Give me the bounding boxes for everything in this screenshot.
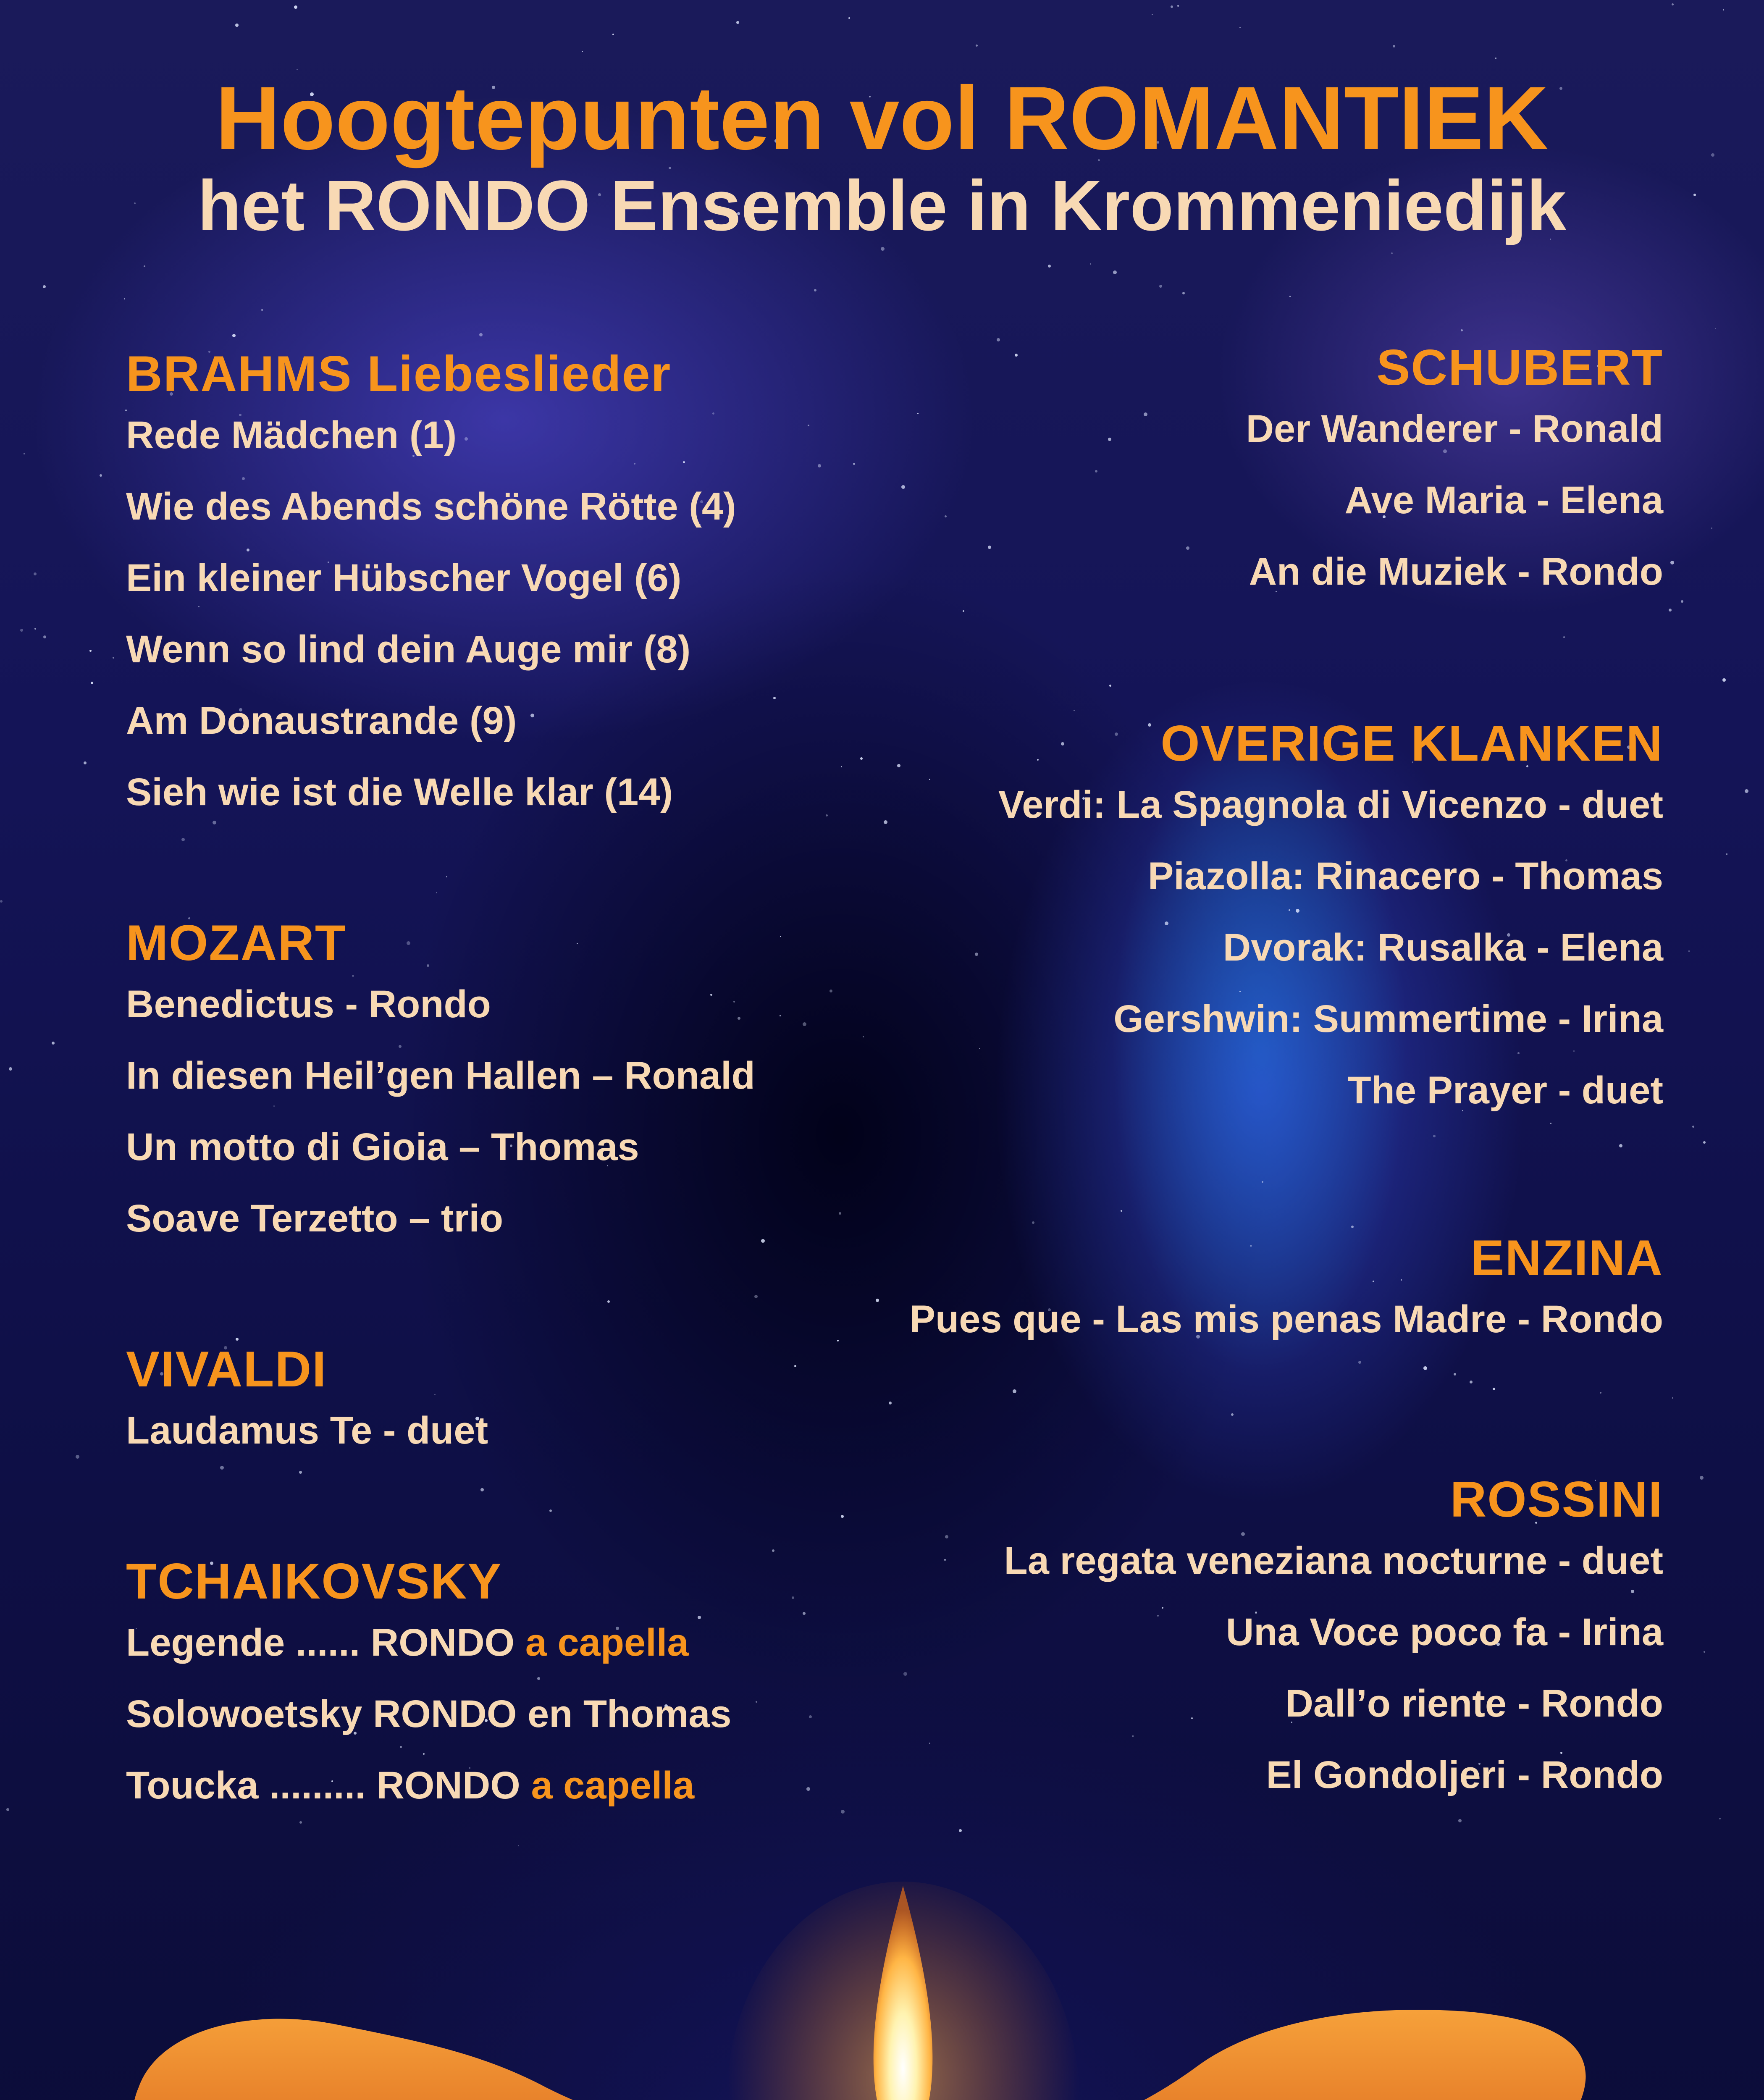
program-item: Ave Maria - Elena — [1344, 479, 1663, 522]
star — [518, 1845, 519, 1846]
program-item: Pues que - Las mis penas Madre - Rondo — [909, 1298, 1663, 1341]
star — [1700, 1476, 1704, 1480]
section-enzina — [697, 1230, 1663, 1371]
star — [24, 453, 25, 454]
program-item: Verdi: La Spagnola di Vicenzo - duet — [998, 783, 1663, 826]
star — [6, 1808, 9, 1811]
star — [84, 761, 87, 764]
star — [52, 1042, 55, 1045]
section-heading-schubert: SCHUBERT — [1376, 339, 1663, 396]
star — [549, 1509, 552, 1512]
star — [1703, 1141, 1706, 1144]
program-item: Piazolla: Rinacero - Thomas — [1148, 855, 1663, 898]
section-overige-klanken — [697, 715, 1663, 1142]
star — [1393, 45, 1395, 47]
star — [881, 247, 885, 251]
star — [1121, 1210, 1122, 1212]
star — [1704, 1651, 1705, 1653]
star — [34, 572, 37, 575]
program-item: La regata veneziana nocturne - duet — [1004, 1539, 1663, 1582]
star — [1600, 1392, 1601, 1394]
star — [124, 298, 125, 299]
star — [1391, 252, 1393, 254]
program-item: Wie des Abends schöne Rötte (4) — [126, 485, 736, 528]
program-item: Sieh wie ist die Welle klar (14) — [126, 771, 673, 814]
star — [1692, 1126, 1694, 1128]
star — [34, 628, 36, 630]
item-accent: a capella — [525, 1621, 689, 1664]
program-item: Un motto di Gioia – Thomas — [126, 1126, 639, 1168]
section-heading-overige: OVERIGE KLANKEN — [1160, 715, 1663, 772]
star — [1726, 853, 1727, 855]
star — [261, 309, 263, 311]
star — [612, 34, 614, 35]
star — [1109, 685, 1111, 687]
poster-subtitle: het RONDO Ensemble in Krommeniedijk — [197, 166, 1567, 246]
star — [1711, 528, 1712, 529]
star — [1495, 58, 1496, 59]
star — [1672, 1397, 1673, 1399]
star — [1090, 263, 1091, 265]
program-item: Ein kleiner Hübscher Vogel (6) — [126, 556, 682, 599]
program-item: The Prayer - duet — [1347, 1069, 1663, 1112]
star — [1688, 950, 1690, 952]
star — [1719, 1818, 1721, 1819]
star — [1461, 329, 1463, 331]
program-item: Am Donaustrande (9) — [126, 699, 517, 742]
star — [736, 21, 739, 24]
section-rossini — [697, 1471, 1663, 1827]
star — [76, 1455, 79, 1459]
star — [446, 876, 447, 877]
star — [814, 289, 816, 291]
star — [1723, 9, 1724, 10]
item-text: Legende ...... RONDO — [126, 1621, 525, 1664]
star — [1670, 561, 1674, 564]
star — [976, 45, 978, 47]
section-heading-enzina: ENZINA — [1470, 1230, 1663, 1286]
star — [479, 333, 483, 336]
star — [20, 629, 23, 632]
star — [9, 1067, 12, 1071]
star — [607, 1300, 610, 1303]
program-item: Gershwin: Summertime - Irina — [1113, 998, 1663, 1040]
star — [1171, 5, 1173, 8]
star — [144, 265, 145, 267]
item-text: Toucka ......... RONDO — [126, 1764, 531, 1807]
section-heading-rossini: ROSSINI — [1450, 1471, 1663, 1528]
program-item: Soave Terzetto – trio — [126, 1197, 504, 1240]
star — [1152, 14, 1153, 15]
star — [1048, 265, 1051, 268]
program-item: Der Wanderer - Ronald — [1246, 407, 1663, 450]
star — [1470, 1381, 1473, 1383]
program-item: Dall’o riente - Rondo — [1285, 1682, 1663, 1725]
star — [235, 24, 239, 27]
star — [43, 285, 46, 288]
star — [100, 474, 102, 477]
star — [1672, 3, 1674, 5]
star — [1669, 609, 1672, 612]
star — [1722, 678, 1726, 682]
star — [1013, 1389, 1016, 1393]
star — [91, 682, 93, 684]
star — [236, 1338, 239, 1341]
star — [43, 635, 46, 638]
star — [959, 1829, 962, 1832]
star — [582, 51, 583, 52]
star — [480, 1488, 484, 1491]
star — [1351, 1226, 1354, 1228]
star — [1159, 285, 1162, 288]
section-heading-vivaldi: VIVALDI — [126, 1341, 327, 1397]
star — [1289, 296, 1291, 297]
star — [1619, 1144, 1622, 1147]
star — [0, 900, 3, 903]
star — [1239, 27, 1241, 28]
program-item: Dvorak: Rusalka - Elena — [1223, 926, 1663, 969]
poster-title: Hoogtepunten vol ROMANTIEK — [215, 68, 1549, 168]
star — [1454, 1373, 1456, 1376]
star — [436, 892, 437, 893]
item-accent: a capella — [531, 1764, 695, 1807]
candle-flame-icon — [0, 1869, 1764, 2100]
section-schubert — [697, 339, 1663, 624]
item-text: Solowoetsky RONDO en Thomas — [126, 1693, 732, 1735]
program-item: Una Voce poco fa - Irina — [1226, 1611, 1663, 1654]
star — [1231, 1413, 1234, 1416]
program-item: Benedictus - Rondo — [126, 983, 491, 1026]
star — [1074, 710, 1075, 711]
star — [997, 338, 1000, 341]
section-heading-mozart: MOZART — [126, 915, 347, 971]
program-item: An die Muziek - Rondo — [1249, 550, 1663, 593]
star — [1182, 292, 1185, 294]
star — [1262, 1181, 1263, 1183]
program-item: El Gondoljeri - Rondo — [1266, 1754, 1663, 1796]
program-item: Rede Mädchen (1) — [126, 414, 457, 457]
star — [1493, 1388, 1495, 1390]
section-heading-tchaikovsky: TCHAIKOVSKY — [126, 1553, 502, 1609]
section-heading-brahms: BRAHMS Liebeslieder — [126, 346, 672, 402]
star — [113, 657, 114, 659]
star — [232, 334, 236, 337]
star — [89, 650, 92, 652]
star — [1113, 270, 1117, 274]
program-item: Wenn so lind dein Auge mir (8) — [126, 628, 691, 671]
program-item: In diesen Heil’gen Hallen – Ronald — [126, 1054, 755, 1097]
star — [1177, 5, 1179, 7]
star — [1032, 1221, 1034, 1224]
star — [1681, 600, 1683, 603]
program-item: Laudamus Te - duet — [126, 1409, 488, 1452]
star — [1715, 328, 1716, 329]
star — [848, 17, 850, 19]
star — [1563, 636, 1565, 638]
star — [294, 5, 297, 9]
star — [1745, 789, 1748, 793]
